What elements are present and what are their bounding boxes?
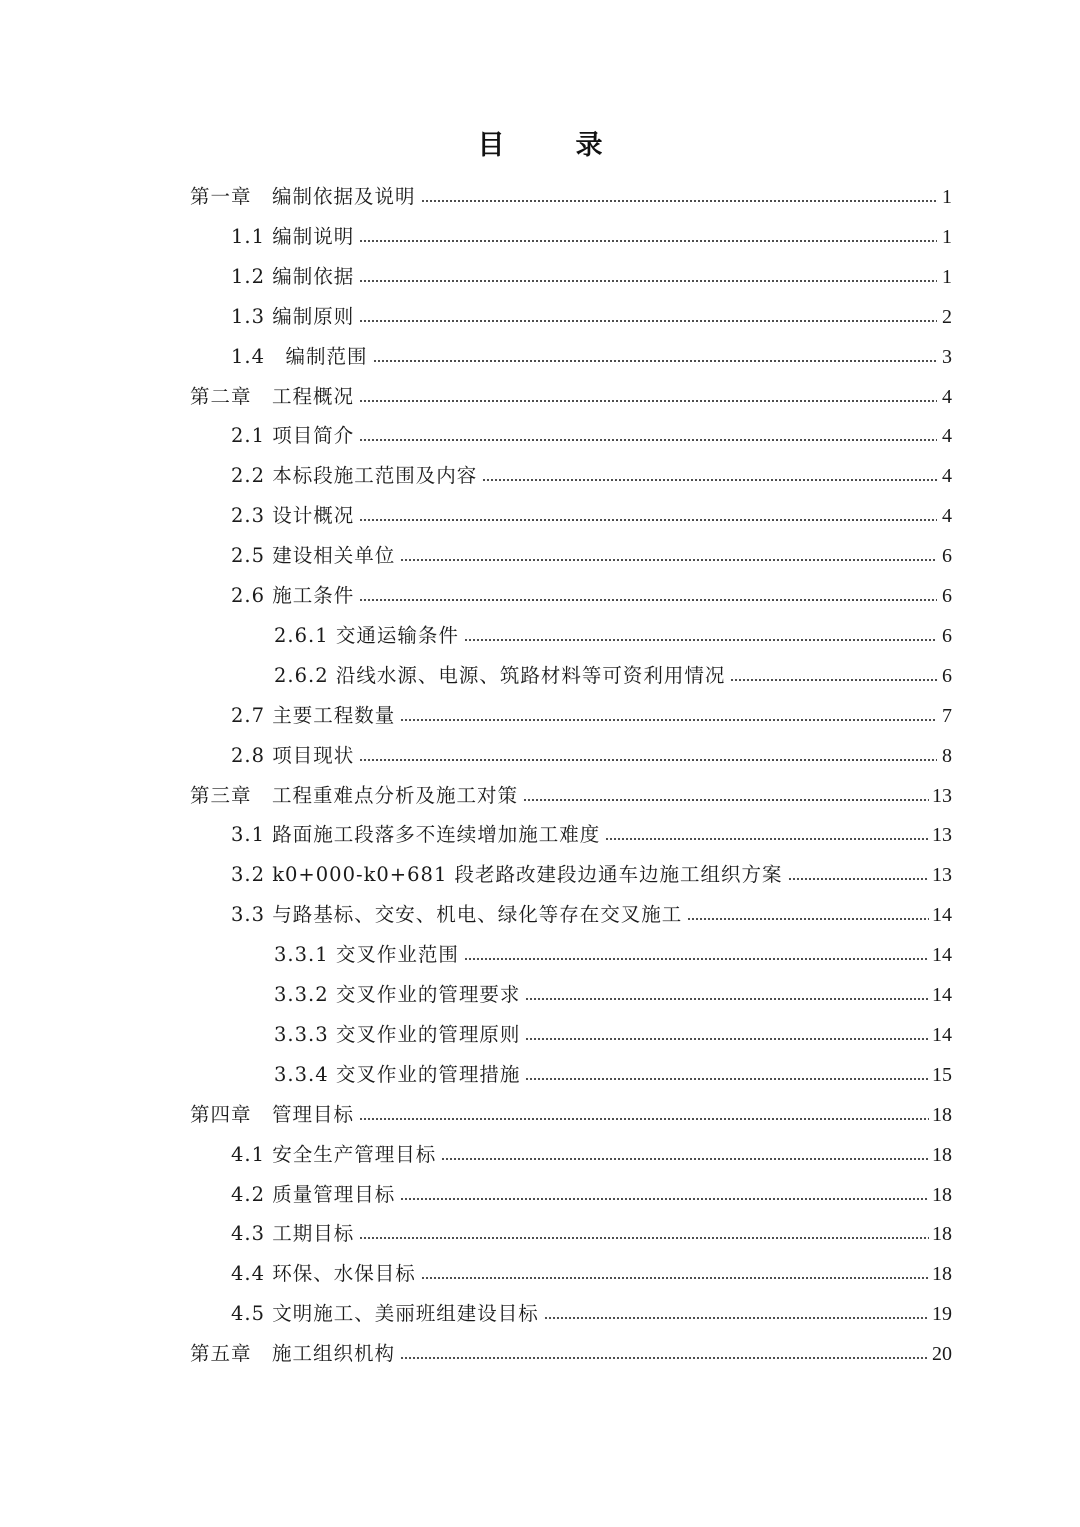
toc-chapter-entry[interactable] (190, 1326, 952, 1366)
toc-page-number: 18 (932, 1223, 952, 1246)
toc-page-number: 13 (932, 864, 952, 887)
toc-section-entry[interactable] (231, 329, 952, 369)
toc-page-number: 14 (932, 984, 952, 1006)
toc-entry-label: 1.2 编制依据 (231, 264, 355, 288)
toc-entry-label: 4.2 质量管理目标 (231, 1182, 396, 1206)
dot-leader (421, 1275, 929, 1281)
dot-leader (359, 318, 937, 324)
toc-entry-label: 3.2 k0+000-k0+681 段老路改建段边通车边施工组织方案 (231, 863, 783, 887)
toc-entry-label: 3.3 与路基标、交安、机电、绿化等存在交叉施工 (231, 903, 683, 927)
dot-leader (359, 278, 937, 284)
dot-leader (400, 717, 937, 723)
dot-leader (359, 597, 937, 603)
toc-title: 目 录 (477, 130, 625, 161)
toc-page-number: 14 (932, 1023, 952, 1046)
dot-leader (359, 398, 937, 404)
toc-page-number: 4 (942, 465, 952, 488)
toc-page-number: 15 (932, 1063, 952, 1086)
toc-entry-label: 2.6.2 沿线水源、电源、筑路材料等可资利用情况 (274, 663, 726, 687)
toc-page-number: 4 (942, 425, 952, 448)
dot-leader (359, 1116, 929, 1122)
dot-leader (400, 557, 937, 563)
toc-entry-label: 1.1 编制说明 (231, 224, 355, 248)
toc-section-entry[interactable] (231, 688, 952, 728)
toc-page-number: 1 (942, 186, 952, 208)
toc-page-number: 18 (932, 1263, 952, 1286)
toc-page-number: 6 (942, 664, 952, 687)
toc-section-entry[interactable] (231, 1167, 952, 1207)
toc-section-entry[interactable] (231, 488, 952, 528)
toc-page-number: 19 (932, 1303, 952, 1326)
toc-entry-label: 2.3 设计概况 (231, 504, 355, 528)
toc-entry-label: 3.3.1 交叉作业范围 (274, 943, 459, 967)
toc-subsection-entry[interactable] (274, 1007, 952, 1047)
toc-entry-label: 1.3 编制原则 (231, 304, 355, 328)
toc-page-number: 3 (942, 345, 952, 368)
toc-page-number: 8 (942, 744, 952, 767)
toc-entry-label: 1.4 编制范围 (231, 344, 368, 368)
toc-chapter-entry[interactable] (190, 768, 952, 808)
dot-leader (525, 1076, 929, 1082)
toc-page-number: 6 (942, 545, 952, 568)
dot-leader (373, 358, 937, 364)
toc-page-number: 18 (932, 1183, 952, 1206)
toc-section-entry[interactable] (231, 1206, 952, 1246)
toc-section-entry[interactable] (231, 289, 952, 329)
toc-entry-label: 2.2 本标段施工范围及内容 (231, 464, 478, 488)
toc-entry-label: 4.5 文明施工、美丽班组建设目标 (231, 1302, 539, 1326)
dot-leader (400, 1196, 929, 1202)
toc-page-number: 13 (932, 784, 952, 807)
toc-page-number: 4 (942, 505, 952, 528)
dot-leader (523, 797, 929, 803)
toc-entry-label: 3.3.4 交叉作业的管理措施 (274, 1062, 521, 1086)
toc-page-number: 18 (932, 1143, 952, 1166)
toc-entry-label: 4.1 安全生产管理目标 (231, 1142, 437, 1166)
toc-section-entry[interactable] (231, 408, 952, 448)
toc-entry-label: 4.4 环保、水保目标 (231, 1262, 416, 1286)
dot-leader (359, 437, 937, 443)
toc-entry-label: 2.1 项目简介 (231, 424, 355, 448)
toc-section-entry[interactable] (231, 1127, 952, 1167)
toc-page-number: 7 (942, 704, 952, 727)
dot-leader (464, 637, 937, 643)
toc-entry-label: 2.8 项目现状 (231, 743, 355, 767)
toc-entry-label: 2.7 主要工程数量 (231, 703, 396, 727)
toc-section-entry[interactable] (231, 847, 952, 887)
dot-leader (400, 1355, 929, 1361)
dot-leader (441, 1156, 929, 1162)
toc-section-entry[interactable] (231, 209, 952, 249)
toc-entry-label: 2.6 施工条件 (231, 584, 355, 607)
toc-page-number: 1 (942, 225, 952, 248)
dot-leader (605, 836, 929, 842)
toc-page-number: 6 (942, 624, 952, 647)
toc-subsection-entry[interactable] (274, 608, 952, 648)
toc-chapter-entry[interactable] (190, 369, 952, 409)
toc-subsection-entry[interactable] (274, 1047, 952, 1087)
toc-subsection-entry[interactable] (274, 967, 952, 1007)
toc-section-entry[interactable] (231, 887, 952, 927)
toc-entry-label: 第四章 管理目标 (190, 1102, 355, 1126)
toc-subsection-entry[interactable] (274, 927, 952, 967)
dot-leader (544, 1315, 929, 1321)
dot-leader (464, 956, 929, 962)
toc-entry-label: 4.3 工期目标 (231, 1222, 355, 1246)
toc-entry-label: 第五章 施工组织机构 (190, 1342, 396, 1366)
toc-page-number: 6 (942, 585, 952, 607)
toc-entry-label: 3.3.3 交叉作业的管理原则 (274, 1022, 521, 1046)
toc-section-entry[interactable] (231, 249, 952, 289)
toc-entry-label: 3.1 路面施工段落多不连续增加施工难度 (231, 823, 601, 847)
toc-section-entry[interactable] (231, 448, 952, 488)
dot-leader (788, 876, 929, 882)
toc-page-number: 2 (942, 305, 952, 328)
dot-leader (687, 916, 929, 922)
toc-section-entry[interactable] (231, 568, 952, 608)
dot-leader (359, 517, 937, 523)
toc-subsection-entry[interactable] (274, 648, 952, 688)
toc-section-entry[interactable] (231, 1246, 952, 1286)
dot-leader (421, 198, 937, 204)
dot-leader (525, 1036, 929, 1042)
toc-entry-label: 2.6.1 交通运输条件 (274, 623, 459, 647)
toc-page-number: 4 (942, 385, 952, 408)
toc-section-entry[interactable] (231, 728, 952, 768)
toc-page-number: 20 (932, 1343, 952, 1366)
toc-section-entry[interactable] (231, 807, 952, 847)
toc-entry-label: 3.3.2 交叉作业的管理要求 (274, 983, 521, 1006)
toc-entry-label: 第二章 工程概况 (190, 384, 355, 408)
toc-chapter-entry[interactable] (190, 1087, 952, 1127)
toc-page-number: 1 (942, 265, 952, 288)
dot-leader (359, 1235, 929, 1241)
toc-chapter-entry[interactable] (190, 169, 952, 209)
toc-entry-label: 第三章 工程重难点分析及施工对策 (190, 783, 519, 807)
toc-section-entry[interactable] (231, 1286, 952, 1326)
toc-page-number: 14 (932, 944, 952, 967)
dot-leader (359, 757, 937, 763)
dot-leader (359, 238, 937, 244)
toc-page-number: 14 (932, 904, 952, 927)
dot-leader (730, 677, 937, 683)
toc-page-number: 13 (932, 824, 952, 847)
toc-entry-label: 第一章 编制依据及说明 (190, 185, 416, 208)
dot-leader (482, 477, 937, 483)
toc-entry-label: 2.5 建设相关单位 (231, 544, 396, 568)
toc-page-number: 18 (932, 1103, 952, 1126)
dot-leader (525, 996, 929, 1002)
toc-section-entry[interactable] (231, 528, 952, 568)
